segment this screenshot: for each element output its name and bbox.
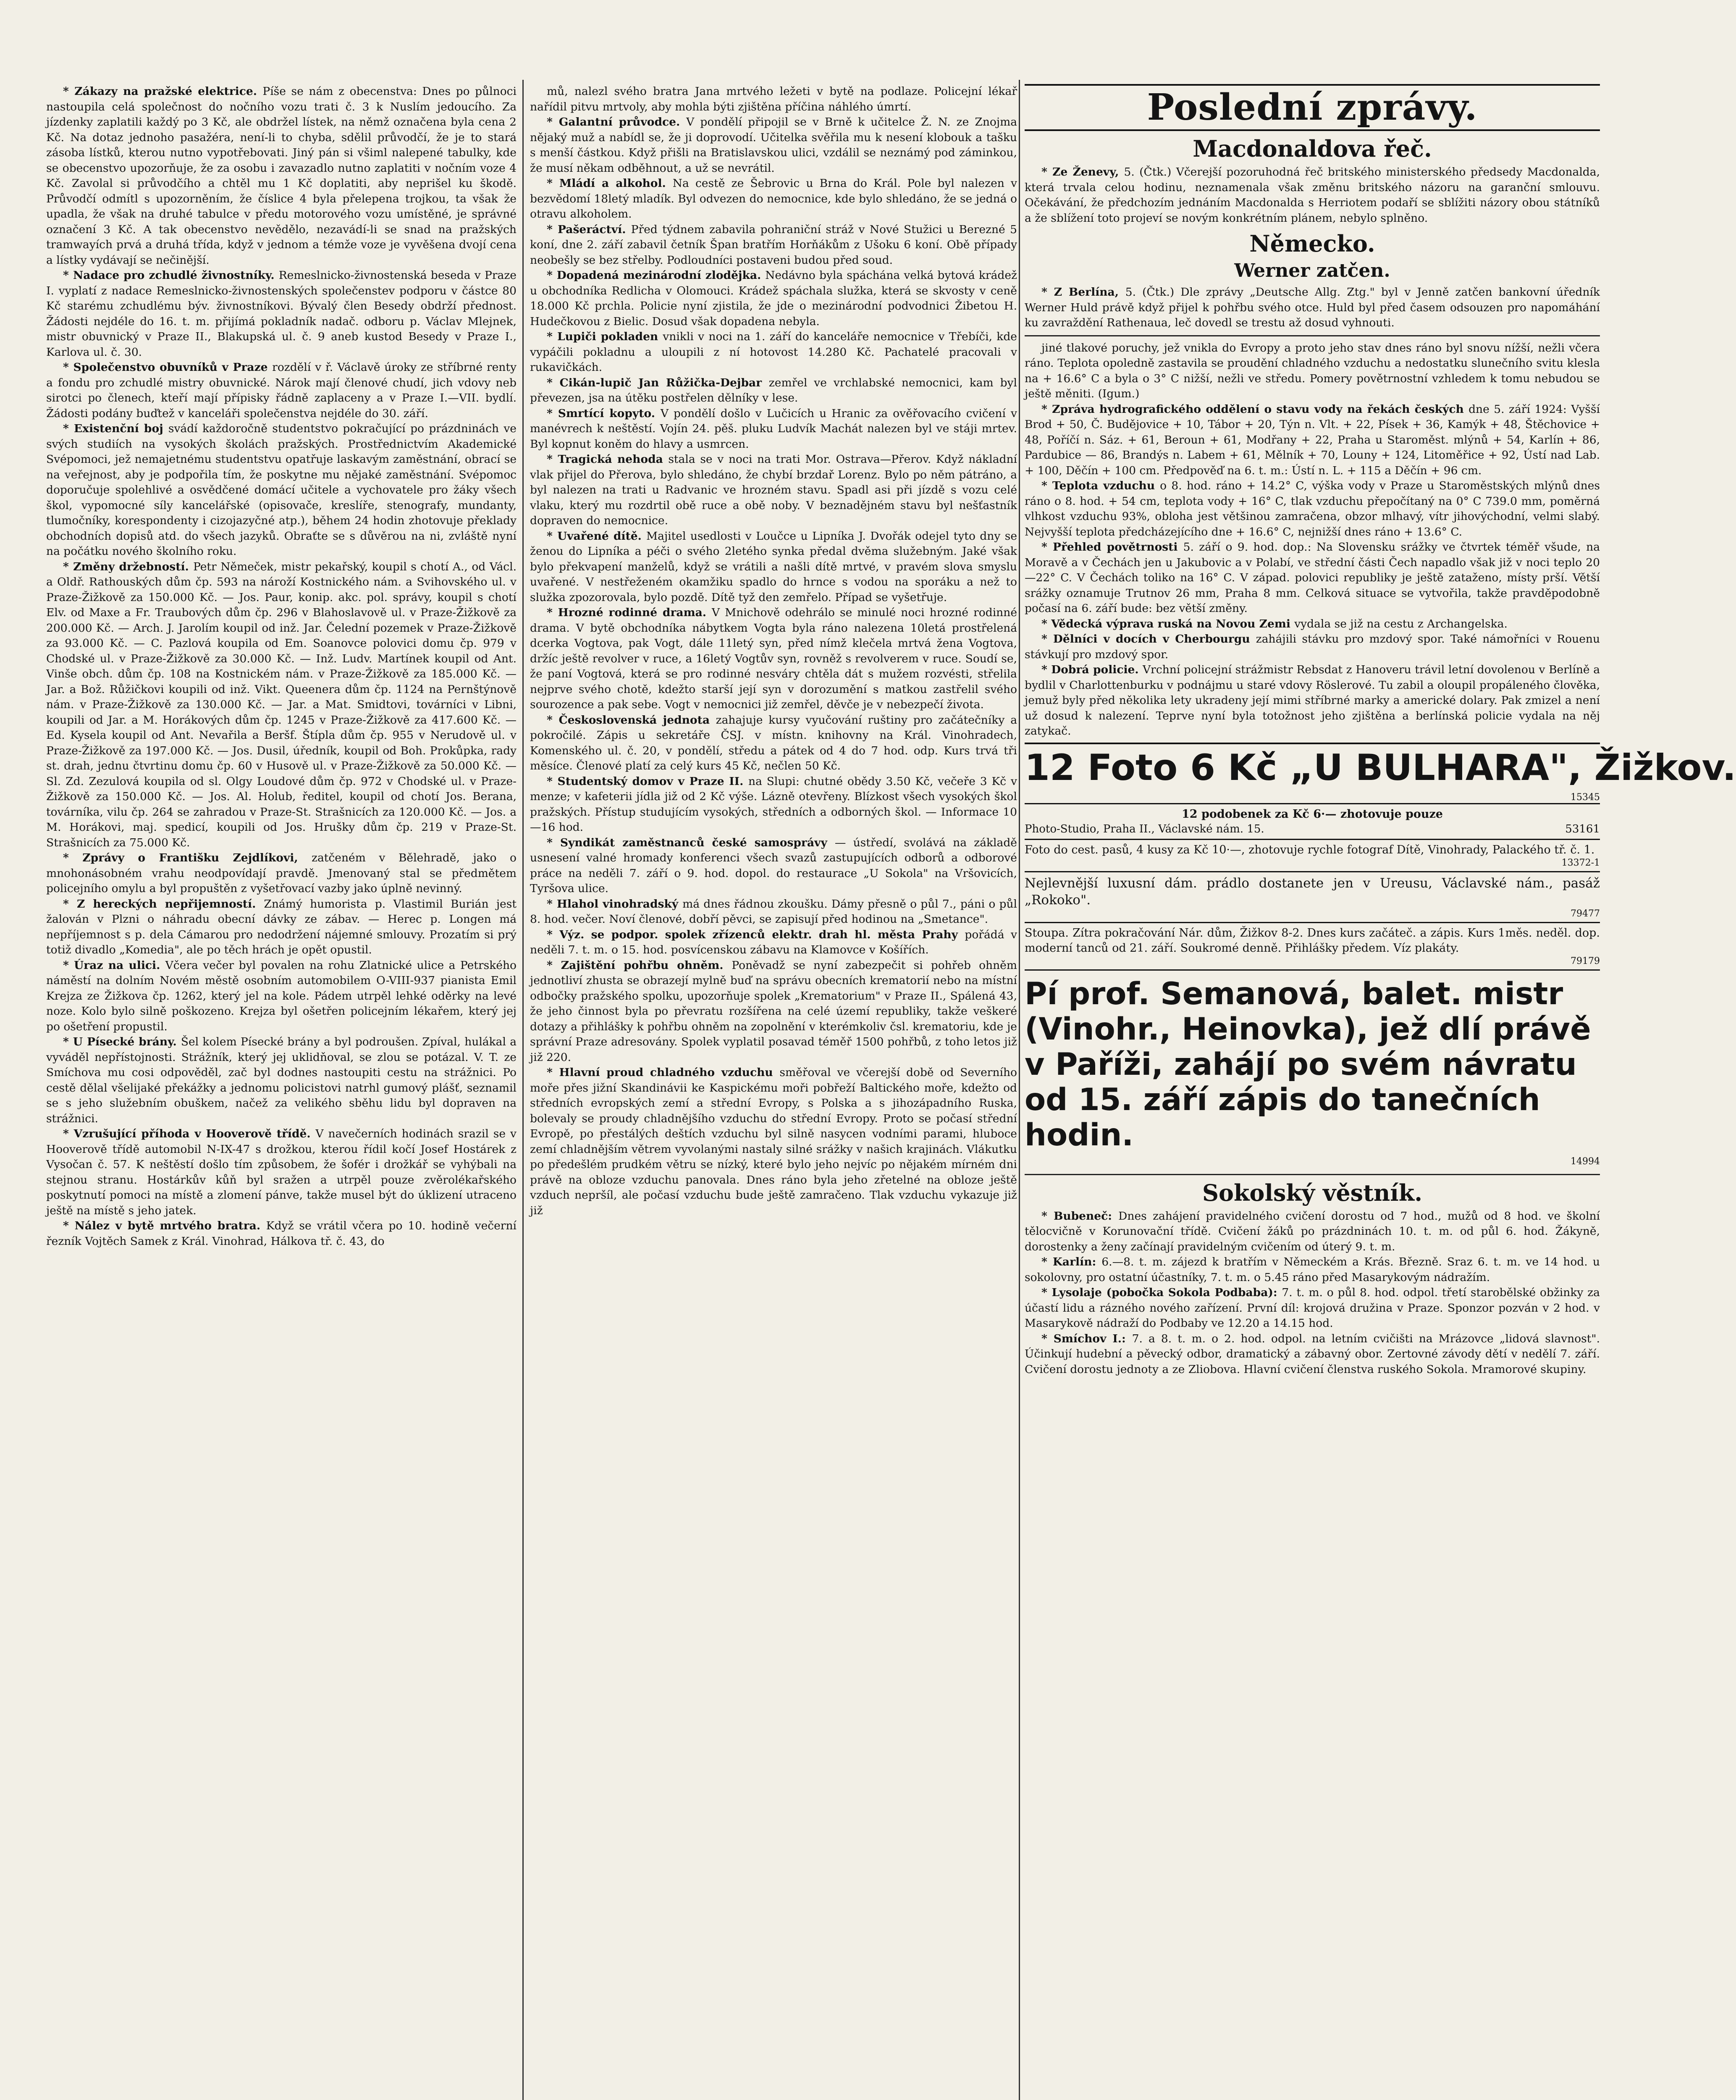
news-text: Nedávno byla spáchána velká bytová krádež u obchodníka Redlicha v Olomouci. Krádež spáchala služka, která se skvosty v ceně 18.000 Kč prchla. Policie nyní zjistila, že jde o mezinárodní podvodnici Žibetou H. Hudečkovou z Bielic. Dosud však dopadena nebyla.	[530, 269, 1017, 328]
news-text: 5. (Čtk.) Dle zprávy „Deutsche Allg. Ztg." byl v Jenně zatčen bankovní úředník Werner Huld právě když přijel k pohřbu svého otce. Huld byl před časem odsouzen pro napomáhání ku zavraždění Rathenaua, leč dovedl se trestu až dosud vyhnouti.	[1025, 286, 1600, 329]
news-item	[530, 268, 1017, 329]
news-text: zahájili stávku pro mzdový spor. Také námořníci v Rouenu stávkují pro mzdový spor.	[1025, 633, 1600, 661]
news-item	[1025, 285, 1600, 331]
news-item	[530, 222, 1017, 268]
news-headline: * Dobrá policie.	[1041, 663, 1143, 676]
news-headline: * Z Berlína,	[1041, 286, 1125, 299]
news-headline: * Změny držebností.	[63, 560, 194, 573]
news-text: Šel kolem Písecké brány a byl podroušen. Zpíval, hulákal a vyváděl nepřístojnosti. Strážník, který jej uklidňoval, se zlou se potázal. V. T. ze Smíchova mu cosi odpověděl, zač byl dodnes nastoupiti cestu na strážnici. Po cestě dělal všelijaké překážky a jednomu policistovi natrhl gumový plášť, seznamil se s jeho služebním obuškem, načež za velikého sběhu lidu byl dopraven na strážnici.	[46, 1035, 517, 1125]
section-body	[1025, 285, 1600, 331]
news-item	[46, 850, 517, 897]
ad-text: Stoupa. Zítra pokračování Nár. dům, Žižkov 8-2. Dnes kurs začáteč. a zápis. Kurs 1měs. neděl. dop. moderní tanců od 21. září. Soukromé denně. Přihlášky předem. Víz plakáty.	[1025, 926, 1600, 955]
ad-semanova	[1025, 969, 1600, 1170]
news-headline: * Galantní průvodce.	[547, 116, 687, 129]
ad-pradlo	[1025, 871, 1600, 922]
news-text: vydala se již na cestu z Archangelska.	[1294, 617, 1508, 630]
news-headline: * Syndikát zaměstnanců české samosprávy	[547, 836, 835, 849]
column-middle	[530, 84, 1017, 2100]
ad-number: 79179	[1571, 956, 1600, 966]
news-headline: * Studentský domov v Praze II.	[547, 774, 748, 788]
news-item	[530, 1065, 1017, 1218]
news-text: 5. (Čtk.) Včerejší pozoruhodná řeč britského ministerského předsedy Macdonalda, která trvala celou hodinu, neznamenala však změnu britského názoru na garanční smlouvu. Očekávání, že předchozím jednáním Macdonalda s Herriotem podaří se sblížiti názory obou státníků a že sblížení toto projeví se novým konkrétním plánem, nebylo splněno.	[1025, 165, 1600, 225]
news-item	[1025, 402, 1600, 479]
news-text: Včera večer byl povalen na rohu Zlatnické ulice a Petrského náměstí na dolním Novém městě osobním automobilem O-VIII-937 pianista Emil Krejza ze Žižkova čp. 1262, který jel na kole. Pádem utrpěl lehké oděrky na levé noze. Kolo bylo silně poškozeno. Krejza byl ošetřen policejním lékařem, který jej po ošetření propustil.	[46, 958, 517, 1033]
news-text: — ústředí, svolává na základě usnesení valné hromady konferenci všech svazů zastupujících odborů a odborové práce na neděli 7. září o 9. hod. dopol. do restaurace „U Sokola" na Vršovicích, Tyršova ulice.	[530, 836, 1017, 895]
news-item	[530, 897, 1017, 927]
news-headline: * Zprávy o Františku Zejdlíkovi,	[63, 851, 312, 864]
column-left	[46, 84, 517, 2100]
news-text: zatčeném v Bělehradě, jako o mnohonásobném vrahu neodpovídají pravdě. Jmenovaný stal se předmětem policejního omylu a byl propuštěn z vyšetřovací vazby jako úplně nevinný.	[46, 851, 517, 895]
ad-photo-studio	[1025, 803, 1600, 839]
news-text: dne 5. září 1924: Vyšší Brod + 50, Č. Budějovice + 10, Tábor + 20, Týn n. Vlt. + 22, Písek + 36, Kamýk + 48, Štěchovice + 48, Poříčí n. Sáz. + 61, Beroun + 61, Modřany + 22, Praha u Staroměst. mlýnů + 54, Karlín + 86, Pardubice — 86, Brandýs n. Labem + 61, Mělník + 70, Louny + 124, Litoměřice + 92, Ústí nad Lab. + 100, Děčín + 100 cm. Předpověď na 6. t. m.: Ústí n. L. + 115 a Děčín + 96 cm.	[1025, 402, 1600, 477]
news-item	[1025, 1285, 1600, 1331]
news-headline: * Společenstvo obuvníků v Praze	[63, 361, 273, 374]
news-text: Píše se nám z obecenstva: Dnes po půlnoci nastoupila celá společnost do nočního vozu trati č. 3 k Nuslím jedoucího. Za jízdenky zaplatili každý po 3 Kč, ale obdržel lístek, na němž označena byla cena 2 Kč. Na dotaz jednoho pasažéra, není-li to chyba, sdělil průvodčí, že je to stará zásoba lístků, kterou nutno vypotřebovati. Jiný pán si všiml nalepené tabulky, kde se obecenstvo upozorňuje, že za osobu i zavazadlo nutno zaplatiti v nočním voze 4 Kč. Zavolal si průvodčího a chtěl mu 1 Kč doplatiti, aby neprišel ku škodě. Průvodčí odmítl s upozorněním, že číslice 4 byla přelepena trojkou, ta však že upadla, že však na druhé tabulce v předu motorového vozu umístěné, je správné označení 3 Kč. A tak obecenstvo nevědělo, nezavádí-li se snad na pražských tramwayích prvá a druhá třída, když v jednom a témže voze je vyvěšena dvojí cena a lístky vydávají se nečinější.	[46, 85, 517, 267]
news-text: Známý humorista p. Vlastimil Burián jest žalován v Plzni o náhradu obecní dávky ze zábav. — Herec p. Longen má nepříjemnost s p. dela Cámarou pro nedodržení nájemné smlouvy. Prozatím si prý totiž divadlo „Komedia", ale po těch hrách je opět opustil.	[46, 897, 517, 956]
news-item	[530, 958, 1017, 1066]
news-item	[530, 835, 1017, 897]
news-item	[530, 115, 1017, 176]
section-title: Macdonaldova řeč.	[1193, 135, 1432, 162]
ad-text: Nejlevnější luxusní dám. prádlo dostanete jen v Ureusu, Václavské nám., pasáž „Rokoko".	[1025, 875, 1600, 908]
news-text: Před týdnem zabavila pohraniční stráž v Nové Stužici u Berezné 5 koní, dne 2. září zabavil četník Špan bratřím Horňákům z Ušoku 6 koní. Obě případy neobešly se bez střelby. Podloudníci postaveni budou před soud.	[530, 223, 1017, 267]
column-right	[1025, 84, 1736, 2100]
section-title-sokol: Sokolský věstník.	[1202, 1179, 1423, 1206]
news-item	[1025, 478, 1600, 540]
news-text: má dnes řádnou zkoušku. Dámy přesně o půl 7., páni o půl 8. hod. večer. Noví členové, dobří pěvci, se zapisují před hodinou na „Smetance".	[530, 897, 1017, 926]
news-headline: * Lupiči pokladen	[547, 330, 663, 343]
news-item	[530, 176, 1017, 222]
news-item	[530, 84, 1017, 115]
news-text: V pondělí připojil se v Brně k učitelce Ž. N. ze Znojma nějaký muž a nabídl se, že ji doprovodí. Učitelka svěřila mu k nesení klobouk a tašku s menší částkou. Když přišli na Bratislavskou ulici, vzdálil se neznámý pod záminkou, že musí někam odběhnout, a už se nevrátil.	[530, 116, 1017, 175]
news-headline: * Ze Ženevy,	[1041, 165, 1124, 178]
news-headline: * Dopadená mezinárodní zlodějka.	[547, 269, 766, 282]
news-headline: * Tragická nehoda	[547, 453, 669, 466]
news-text: Když se vrátil včera po 10. hodině večerní řezník Vojtěch Samek z Král. Vinohrad, Hálkova tř. č. 43, do	[46, 1219, 517, 1248]
news-item	[46, 1126, 517, 1218]
news-headline: * Teplota vzduchu	[1041, 479, 1160, 492]
news-item	[530, 927, 1017, 958]
news-item	[530, 713, 1017, 774]
news-text: Majitel usedlosti v Loučce u Lipníka J. Dvořák odejel tyto dny se ženou do Lipníka a péči o svého 2letého synka předal dvěma služebným. Jaké však bylo překvapení manželů, když se vrátili a našli dítě mrtvé, v pravém slova smyslu uvařené. V nestřeženém okamžiku spadlo do hrnce s vodou na sporáku a než to služka zpozorovala, bylo pozdě. Dítě tyž den zemřelo. Případ se vyšetřuje.	[530, 529, 1017, 604]
news-headline: * Zpráva hydrografického oddělení o stavu vody na řekách českých	[1041, 402, 1469, 416]
news-text: o 8. hod. ráno + 14.2° C, výška vody v Praze u Staroměstských mlýnů dnes ráno o 8. hod. + 54 cm, teplota vody + 16° C, tlak vzduchu přepočítaný na 0° C 739.0 mm, poměrná vlhkost vzduchu 93%, obloha jest většinou zamračena, obzor mlhavý, vítr jihovýchodní, velmi slabý. Nejvyšší teplota předcházejícího dne + 16.6° C, nejnižší dnes ráno + 13.6° C.	[1025, 479, 1600, 538]
news-headline: * Vzrušující příhoda v Hooverově třídě.	[63, 1127, 316, 1140]
ad-text: 12 podobenek za Kč 6·— zhotovuje pouze	[1182, 807, 1443, 821]
news-headline: * Hlavní proud chladného vzduchu	[547, 1066, 780, 1079]
news-item	[46, 84, 517, 268]
news-text: svádí každoročně studentstvo pokračující po prázdninách ve svých studiích na vysokých školách pražských. Prostřednictvím Akademické Svépomoci, jež nemajetnému studentstvu opatřuje laskavým zaměstnání, obrací se na veřejnost, aby je podpořila tím, že poskytne mu nějaké zaměstnání. Svépomoc doporučuje spolehlivé a osvědčené domácí učitele a vychovatele pro žáky všech škol, vypomocné síly kancelářské (opisovače, kreslíře, stenografy, mundanty, tlumočníky, korespondenty i cizojazyčné atp.), během 24 hodin zhotovuje překlady obchodních dopisů atd. do všech jazyků. Obraťte se s důvěrou na ni, zvláště nyní na počátku nového školního roku.	[46, 422, 517, 558]
section-body	[1025, 341, 1600, 739]
news-headline: * Z hereckých nepřijemností.	[63, 897, 264, 911]
news-headline: * U Písecké brány.	[63, 1035, 181, 1048]
news-headline: * Vědecká výprava ruská na Novou Zemi	[1041, 617, 1295, 630]
news-text: 7. t. m. o půl 8. hod. odpol. třetí starobělské obžinky za účastí lidu a rázného nového zařízení. První díl: krojová družina v Praze. Sponzor pozván v 2 hod. v Masarykově nádraží do Podbaby ve 12.20 a 14.15 hod.	[1025, 1286, 1600, 1330]
news-item	[530, 774, 1017, 835]
news-headline: * Smíchov I.:	[1041, 1332, 1132, 1345]
news-item	[46, 1034, 517, 1126]
news-item	[46, 421, 517, 559]
ad-number: 15345	[1571, 792, 1600, 803]
news-item	[530, 452, 1017, 529]
news-item	[530, 529, 1017, 606]
news-item	[1025, 1209, 1600, 1255]
news-headline: * Lysolaje (pobočka Sokola Podbaba):	[1041, 1286, 1282, 1299]
news-text: pořádá v neděli 7. t. m. o 15. hod. posvícenskou zábavu na Klamovce v Košířích.	[530, 928, 1017, 956]
news-text: Dnes zahájení pravidelného cvičení dorostu od 7 hod., mužů od 8 hod. ve školní tělocvičně v Korunovační třídě. Cvičení žáků po prázdninách 10. t. m. od půl 6. hod. Žákyně, dorostenky a ženy začínají pravidelným cvičením od úterý 9. t. m.	[1025, 1209, 1600, 1253]
news-headline: * Zákazy na pražské elektrice.	[63, 85, 263, 98]
news-item	[1025, 1255, 1600, 1285]
ad-text: Foto do cest. pasů, 4 kusy za Kč 10·—, zhotovuje rychle fotograf Dítě, Vinohrady, Palackého tř. č. 1.	[1025, 843, 1595, 856]
news-text: vnikli v noci na 1. září do kanceláře nemocnice v Třebíči, kde vypáčili pokladnu a uloupili z ní hotovost 14.280 Kč. Pachatelé pracovali v rukavičkách.	[530, 330, 1017, 374]
news-text: Vrchní policejní strážmistr Rebsdat z Hanoveru trávil letní dovolenou v Berlíně a bydlil v Charlottenburku v podnájmu u staré vdovy Röslerové. Tu zabil a oloupil propáleného člověka, jemuž byly před několika lety ukradeny její mimi stříbrné marky a americké dolary. Pak zmizel a není už dosud k nalezení. Teprve nyní byla totožnost jeho zjištěna a berlínská policie vydala na něj zatykač.	[1025, 663, 1600, 738]
news-text: V navečerních hodinách srazil se v Hooverově třídě automobil N-IX-47 s drožkou, kterou řídil kočí Josef Hostárek z Vysočan č. 57. K neštěstí došlo tím způsobem, že šofér i drožkář se vyhýbali na stejnou stranu. Hostárkův kůň byl sražen a utrpěl pouze zvěrolékařského poskytnutí pomoci na místě a zlomení pánve, takže musel být do úklizení utraceno ještě na místě s jeho jatek.	[46, 1127, 517, 1217]
news-text: Poněvadž se nyní zabezpečit si pohřeb ohněm jednotliví zhusta se obrazejí mylně buď na správu obecních krematorií nebo na místní odbočky pražského spolku, upozorňuje spolek „Krematorium" v Praze II., Spálená 43, že jeho činnost byla po převratu rozšířena na celé území republiky, takže veškeré dotazy a přihlášky k pohřbu ohněm na zopolnění v kterémkoliv čsl. krematoriu, kde je správní Praze adresovány. Spolek vyplatil posavad téměř 1500 pohřbů, z toho letos již již 220.	[530, 958, 1017, 1064]
ad-stoupa	[1025, 922, 1600, 969]
news-text: Petr Němeček, mistr pekařský, koupil s chotí A., od Václ. a Oldř. Rathouských dům čp. 593 na nároží Kostnického nám. a Svihovského ul. v Praze-Žižkově za 150.000 Kč. — Jos. Paur, konip. akc. pol. správy, koupil s chotí Elv. od Maxe a Fr. Traubových dům čp. 296 v Blahoslavově ul. v Praze-Žižkově za 200.000 Kč. — Arch. J. Jarolím koupil od inž. Jar. Čelední pozemek v Praze-Žižkově za 93.000 Kč. — C. Pazlová koupila od Em. Soanovce polovici domu čp. 979 v Chodské ul. v Praze-Žižkově za 30.000 Kč. — Inž. Ludv. Martínek koupil od Ant. Vinše obch. dům čp. 108 na Kostnickém nám. v Praze-Žižkově za 185.000 Kč. — Jar. a Bož. Růžičkovi koupili od inž. Vikt. Queenera dům čp. 1124 na Pernštýnově nám. v Praze-Žižkově za 130.000 Kč. — Jar. a Mat. Smidtovi, továrníci v Libni, koupili od Jar. a M. Horákových dům čp. 1245 v Praze-Žižkově za 417.600 Kč. — Ed. Kysela koupil od Ant. Nevařila a Beršf. Štípla dům čp. 955 v Nerudově ul. v Praze-Žižkově za 197.000 Kč. — Jos. Dusil, úředník, koupil od Boh. Prokůpka, rady st. drah, jednu čtvrtinu domu čp. 60 v Husově ul. v Praze-Žižkově za 50.000 Kč. — Sl. Zd. Zezulová koupila od sl. Olgy Loudové dům čp. 972 v Chodské ul. v Praze-Žižkově za 150.000 Kč. — Jos. Al. Holub, ředitel, koupil od chotí Jos. Berana, továrníka, vilu čp. 264 se zahradou v Praze-St. Strašnicích za 120.000 Kč. — Jos. a M. Horákovi, maj. spedicí, koupili od Jos. Hrušky dům čp. 219 v Praze-St. Strašnicích za 75.000 Kč.	[46, 560, 517, 849]
news-item	[1025, 540, 1600, 617]
news-text: mů, nalezl svého bratra Jana mrtvého ležeti v bytě na podlaze. Policejní lékař nařídil pitvu mrtvoly, aby mohla býti zjištěna příčina náhlého úmrtí.	[530, 85, 1017, 113]
section-body	[1025, 165, 1600, 226]
news-text: Na cestě ze Šebrovic u Brna do Král. Pole byl nalezen v bezvědomí 18letý mladík. Byl odvezen do nemocnice, kde bylo shledáno, že se jedná o otravu alkoholem.	[530, 177, 1017, 220]
news-headline: * Smrtící kopyto.	[547, 407, 661, 420]
news-headline: * Nález v bytě mrtvého bratra.	[63, 1219, 266, 1232]
divider	[1025, 1174, 1600, 1175]
column-rule	[1019, 80, 1020, 2100]
news-headline: * Hrozné rodinné drama.	[547, 606, 712, 619]
ad-number: 79477	[1571, 908, 1600, 919]
news-item	[530, 605, 1017, 713]
news-text: V Mnichově odehrálo se minulé noci hrozné rodinné drama. V bytě obchodníka nábytkem Vogta byla ráno nalezena 10letá prostřelená dcerka Vogtova, pak Vogt, dále 11letý syn, před nímž klečela mrtvá žena Vogtova, držíc ještě revolver v ruce, a 16letý Vogtův syn, rovněž s revolverem v ruce. Soudí se, že paní Vogtová, která se pro rodinné nesváry chtěla dát s mužem rozvésti, střelila nejprve svého chotě, kdežto starší její syn v dorozumění s matkou zastřelil svého sourozence a pak sebe. Vogt v nemocnici již zemřel, děvče je v nebezpečí života.	[530, 606, 1017, 711]
section-subtitle: Werner zatčen.	[1234, 260, 1390, 281]
news-text: rozdělí v ř. Václavě úroky ze stříbrné renty a fondu pro zchudlé mistry obuvnické. Nárok mají členové chudí, jich vdovy neb sirotci po členech, kteří mají přípisky řádně zaplaceny a v Praze I.—VII. bydlí. Žádosti podány buďtež v kanceláři společenstva nejdéle do 30. září.	[46, 361, 517, 420]
news-headline: * Pašeráctví.	[547, 223, 631, 236]
news-item	[46, 958, 517, 1035]
masthead-posledni-zpravy: Poslední zprávy.	[1025, 84, 1600, 131]
news-text: Remeslnicko-živnostenská beseda v Praze I. vyplatí z nadace Remeslnicko-živnostenských společenstev podporu v částce 80 Kč starému zchudlému býv. živnostníkovi. Bývalý člen Besedy obdrží přednost. Žádosti nejdéle do 16. t. m. přijímá pokladník nadač. odboru p. Václav Mlejnek, mistr obuvnický v Praze II., Blakupská ul. č. 9 aneb kustod Besedy v Praze I., Karlova ul. č. 30.	[46, 269, 517, 359]
ad-text: Photo-Studio, Praha II., Václavské nám. 15.	[1025, 822, 1264, 835]
section-body	[1025, 1209, 1600, 1378]
news-text: V pondělí došlo v Lučicích u Hranic za ověřovacího cvičení v manévrech k neštěstí. Vojín 24. pěš. pluku Ludvík Machát nalezen byl ve stáji mrtev. Byl kopnut koněm do hlavy a usmrcen.	[530, 407, 1017, 451]
ad-number: 53161	[1565, 822, 1600, 835]
news-headline: * Hlahol vinohradský	[547, 897, 683, 911]
news-headline: * Úraz na ulici.	[63, 958, 165, 972]
news-text: jiné tlakové poruchy, jež vnikla do Evropy a proto jeho stav dnes ráno byl snovu nížší, nežli včera ráno. Teplota opoledně zastavila se proudění chladného vzduchu a nedostatku slunečního svitu klesla na + 16.6° C a byla o 3° C nižší, nežli ve středu. Pomery povětrnostní vzhledem k tomu nebudou se ještě měniti. (Igum.)	[1025, 341, 1600, 400]
news-item	[1025, 617, 1600, 632]
news-headline: * Zajištění pohřbu ohněm.	[547, 958, 732, 972]
news-text: 6.—8. t. m. zájezd k bratřím v Německém a Krás. Březně. Sraz 6. t. m. ve 14 hod. u sokolovny, pro ostatní účastníky, 7. t. m. o 5.45 ráno před Masarykovým nádražím.	[1025, 1255, 1600, 1284]
ad-number: 14994	[1571, 1156, 1600, 1167]
news-item	[46, 897, 517, 958]
news-text: zemřel ve vrchlabské nemocnici, kam byl převezen, jsa na útěku postřelen dělníky v lese.	[530, 376, 1017, 404]
news-headline: * Cikán-lupič Jan Růžička-Dejbar	[547, 376, 769, 389]
news-item	[530, 375, 1017, 406]
news-item	[46, 559, 517, 851]
news-item	[1025, 1331, 1600, 1378]
news-headline: * Existenční boj	[63, 422, 168, 435]
divider	[1025, 335, 1600, 336]
news-item	[1025, 165, 1600, 226]
news-headline: * Karlín:	[1041, 1255, 1102, 1268]
news-text: 7. a 8. t. m. o 2. hod. odpol. na letním cvičišti na Mrázovce „lidová slavnost". Účinkují hudební a pěvecký odbor, dramatický a zábavný obor. Zertovné závody dětí v nedělí 7. září. Cvičení dorostu jednoty a ze Zliobova. Hlavní cvičení členstva ruského Sokola. Mramorové skupiny.	[1025, 1332, 1600, 1376]
news-headline: * Uvařené dítě.	[547, 529, 647, 543]
news-headline: * Dělníci v docích v Cherbourgu	[1041, 633, 1256, 646]
news-text: zahajuje kursy vyučování ruštiny pro začátečníky a pokročilé. Zápis u sekretáře ČSJ. v místn. knihovny na Král. Vinohradech, Komenského ul. č. 20, v pondělí, středu a pátek od 4 do 7 hod. odp. Kurs trvá tři měsíce. Členové platí za celý kurs 45 Kč, nečlen 50 Kč.	[530, 713, 1017, 772]
news-headline: * Československá jednota	[547, 713, 716, 727]
news-item	[46, 268, 517, 360]
news-item	[530, 406, 1017, 452]
news-text: směřoval ve včerejší době od Severního moře přes jižní Skandinávii ke Kaspickému moři pobřeží Baltického moře, kdežto od středních evropských zemí a střední Evropy, s Polska a s jihozápadního Ruska, bolevaly se proudy chladnějšího vzduchu do střední Evropy. Proto se počasí střední Evropě, po přestálých deštích vzduchu byl silně nasycen vodními parami, hluboce zemí chladnějším větrem vyvolanými nastaly silné srážky v našich krajinách. Vlákutku po předešlém prudkém větru se nízký, které bylo jeho nejvíc po nějakém mírném dni právě na obloze vzduchu panovala. Dnes ráno byla jeho zřetelné na obloze ještě vzduch nepršíl, ale počasí vzduchu bude ještě zamračeno. Tlak vzduchu vykazuje již již	[530, 1066, 1017, 1217]
news-item	[530, 329, 1017, 375]
news-headline: * Bubeneč:	[1041, 1209, 1119, 1223]
news-headline: * Výz. se podpor. spolek zřízenců elektr. drah hl. města Prahy	[547, 928, 965, 941]
news-text: na Slupi: chutné obědy 3.50 Kč, večeře 3 Kč v menze; v kafeterii jídla již od 2 Kč výše. Lázně otevřeny. Blízkost všech vysokých škol pražských. Přístup studujícím vysokých, středních a odborných škol. — Informace 10—16 hod.	[530, 774, 1017, 834]
news-item	[1025, 632, 1600, 662]
news-headline: * Nadace pro zchudlé živnostníky.	[63, 269, 279, 282]
ad-number: 13372-1	[1561, 857, 1600, 868]
section-title: Německo.	[1249, 230, 1375, 257]
column-rule	[522, 80, 524, 2100]
news-headline: * Mládí a alkohol.	[547, 177, 673, 190]
news-headline: * Přehled povětrnosti	[1041, 541, 1183, 554]
news-item	[1025, 662, 1600, 739]
news-text: 5. září o 9. hod. dop.: Na Slovensku srážky ve čtvrtek téměř všude, na Moravě a v Čechách jen u Jakubovic a v Polabí, ve střední části Čech napadlo však již v noci teplo 20—22° C. V Čechách toliko na 16° C. V západ. polovici republiky je ještě zataženo, místy prší. Větší srážky oznamuje Trutnov 26 mm, Praha 8 mm. Celková situace se vytvořila, takže pravděpodobně počasí na 6. září bude: bez větší změny.	[1025, 541, 1600, 615]
ad-foto-bulhar: 12 Foto 6 Kč „U BULHARA", Žižkov.	[1025, 743, 1600, 789]
news-item	[46, 360, 517, 421]
ad-foto-pasy	[1025, 839, 1600, 871]
news-item	[1025, 341, 1600, 402]
news-item	[46, 1218, 517, 1249]
ad-text: Pí prof. Semanová, balet. mistr (Vinohr., Heinovka), jež dlí právě v Paříži, zahájí po svém návratu od 15. září zápis do tanečních hodin.	[1025, 976, 1591, 1153]
news-text: stala se v noci na trati Mor. Ostrava—Přerov. Když nákladní vlak přijel do Přerova, bylo shledáno, že chybí brzdař Lorenz. Bylo po něm pátráno, a byl nalezen na trati u Radvanic ve hrozném stavu. Spadl asi při jízdě s vozu celé vlaku, který mu rozdrtil obě ruce a obě noby. V beznadějném stavu byl nešťastník dopraven do nemocnice.	[530, 453, 1017, 527]
